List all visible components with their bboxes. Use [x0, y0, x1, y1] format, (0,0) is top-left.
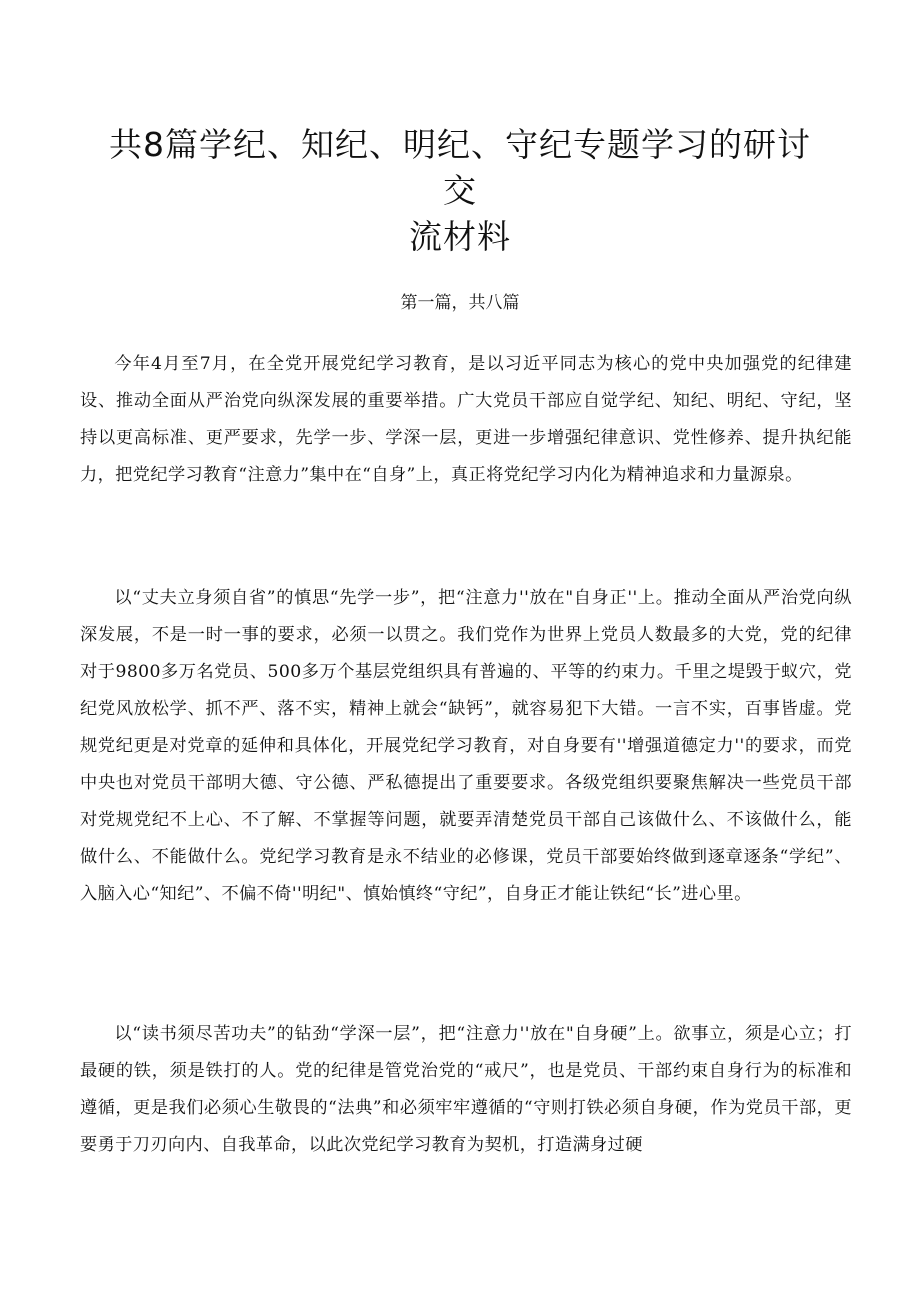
paragraph-2: 以“丈夫立身须自省”的慎思“先学一步”，把“注意力''放在"自身正''上。推动全面从严治党向纵深发展，不是一时一事的要求，必须一以贯之。我们党作为世界上党员人数最多的大党，党的纪律对于9800多万名党员、500多万个基层党组织具有普遍的、平等的约束力。千里之堤毁于蚁穴，党纪党风放松学、抓不严、落不实，精神上就会“缺钙”，就容易犯下大错。一言不实，百事皆虚。党规党纪更是对党章的延伸和具体化，开展党纪学习教育，对自身要有''增强道德定力''的要求，而党中央也对党员干部明大德、守公德、严私德提出了重要要求。各级党组织要聚焦解决一些党员干部对党规党纪不上心、不了解、不掌握等问题，就要弄清楚党员干部自己该做什么、不该做什么，能做什么、不能做什么。党纪学习教育是永不结业的必修课，党员干部要始终做到逐章逐条“学纪”、入脑入心“知纪”、不偏不倚''明纪"、慎始慎终“守纪”，自身正才能让铁纪“长”进心里。 — [80, 588, 852, 904]
section-subtitle: 第一篇，共八篇 — [400, 293, 520, 313]
paragraph-1: 今年4月至7月，在全党开展党纪学习教育，是以习近平同志为核心的党中央加强党的纪律建设、推动全面从严治党向纵深发展的重要举措。广大党员干部应自觉学纪、知纪、明纪、守纪，坚持以更高标准、更严要求，先学一步、学深一层，更进一步增强纪律意识、党性修养、提升执纪能力，把党纪学习教育“注意力”集中在“自身”上，真正将党纪学习内化为精神追求和力量源泉。 — [80, 354, 852, 485]
document-title — [100, 122, 820, 260]
title-line-2: 流材料 — [409, 217, 511, 256]
paragraph-3: 以“读书须尽苦功夫”的钻劲“学深一层”，把“注意力''放在"自身硬”上。欲事立，须是心立；打最硬的铁，须是铁打的人。党的纪律是管党治党的“戒尺”，也是党员、干部约束自身行为的标准和遵循，更是我们必须心生敬畏的“法典”和必须牢牢遵循的“守则打铁必须自身硬，作为党员干部，更要勇于刀刃向内、自我革命，以此次党纪学习教育为契机，打造满身过硬 — [80, 1024, 852, 1155]
title-line-1: 共8篇学纪、知纪、明纪、守纪专题学习的研讨交 — [109, 125, 811, 210]
